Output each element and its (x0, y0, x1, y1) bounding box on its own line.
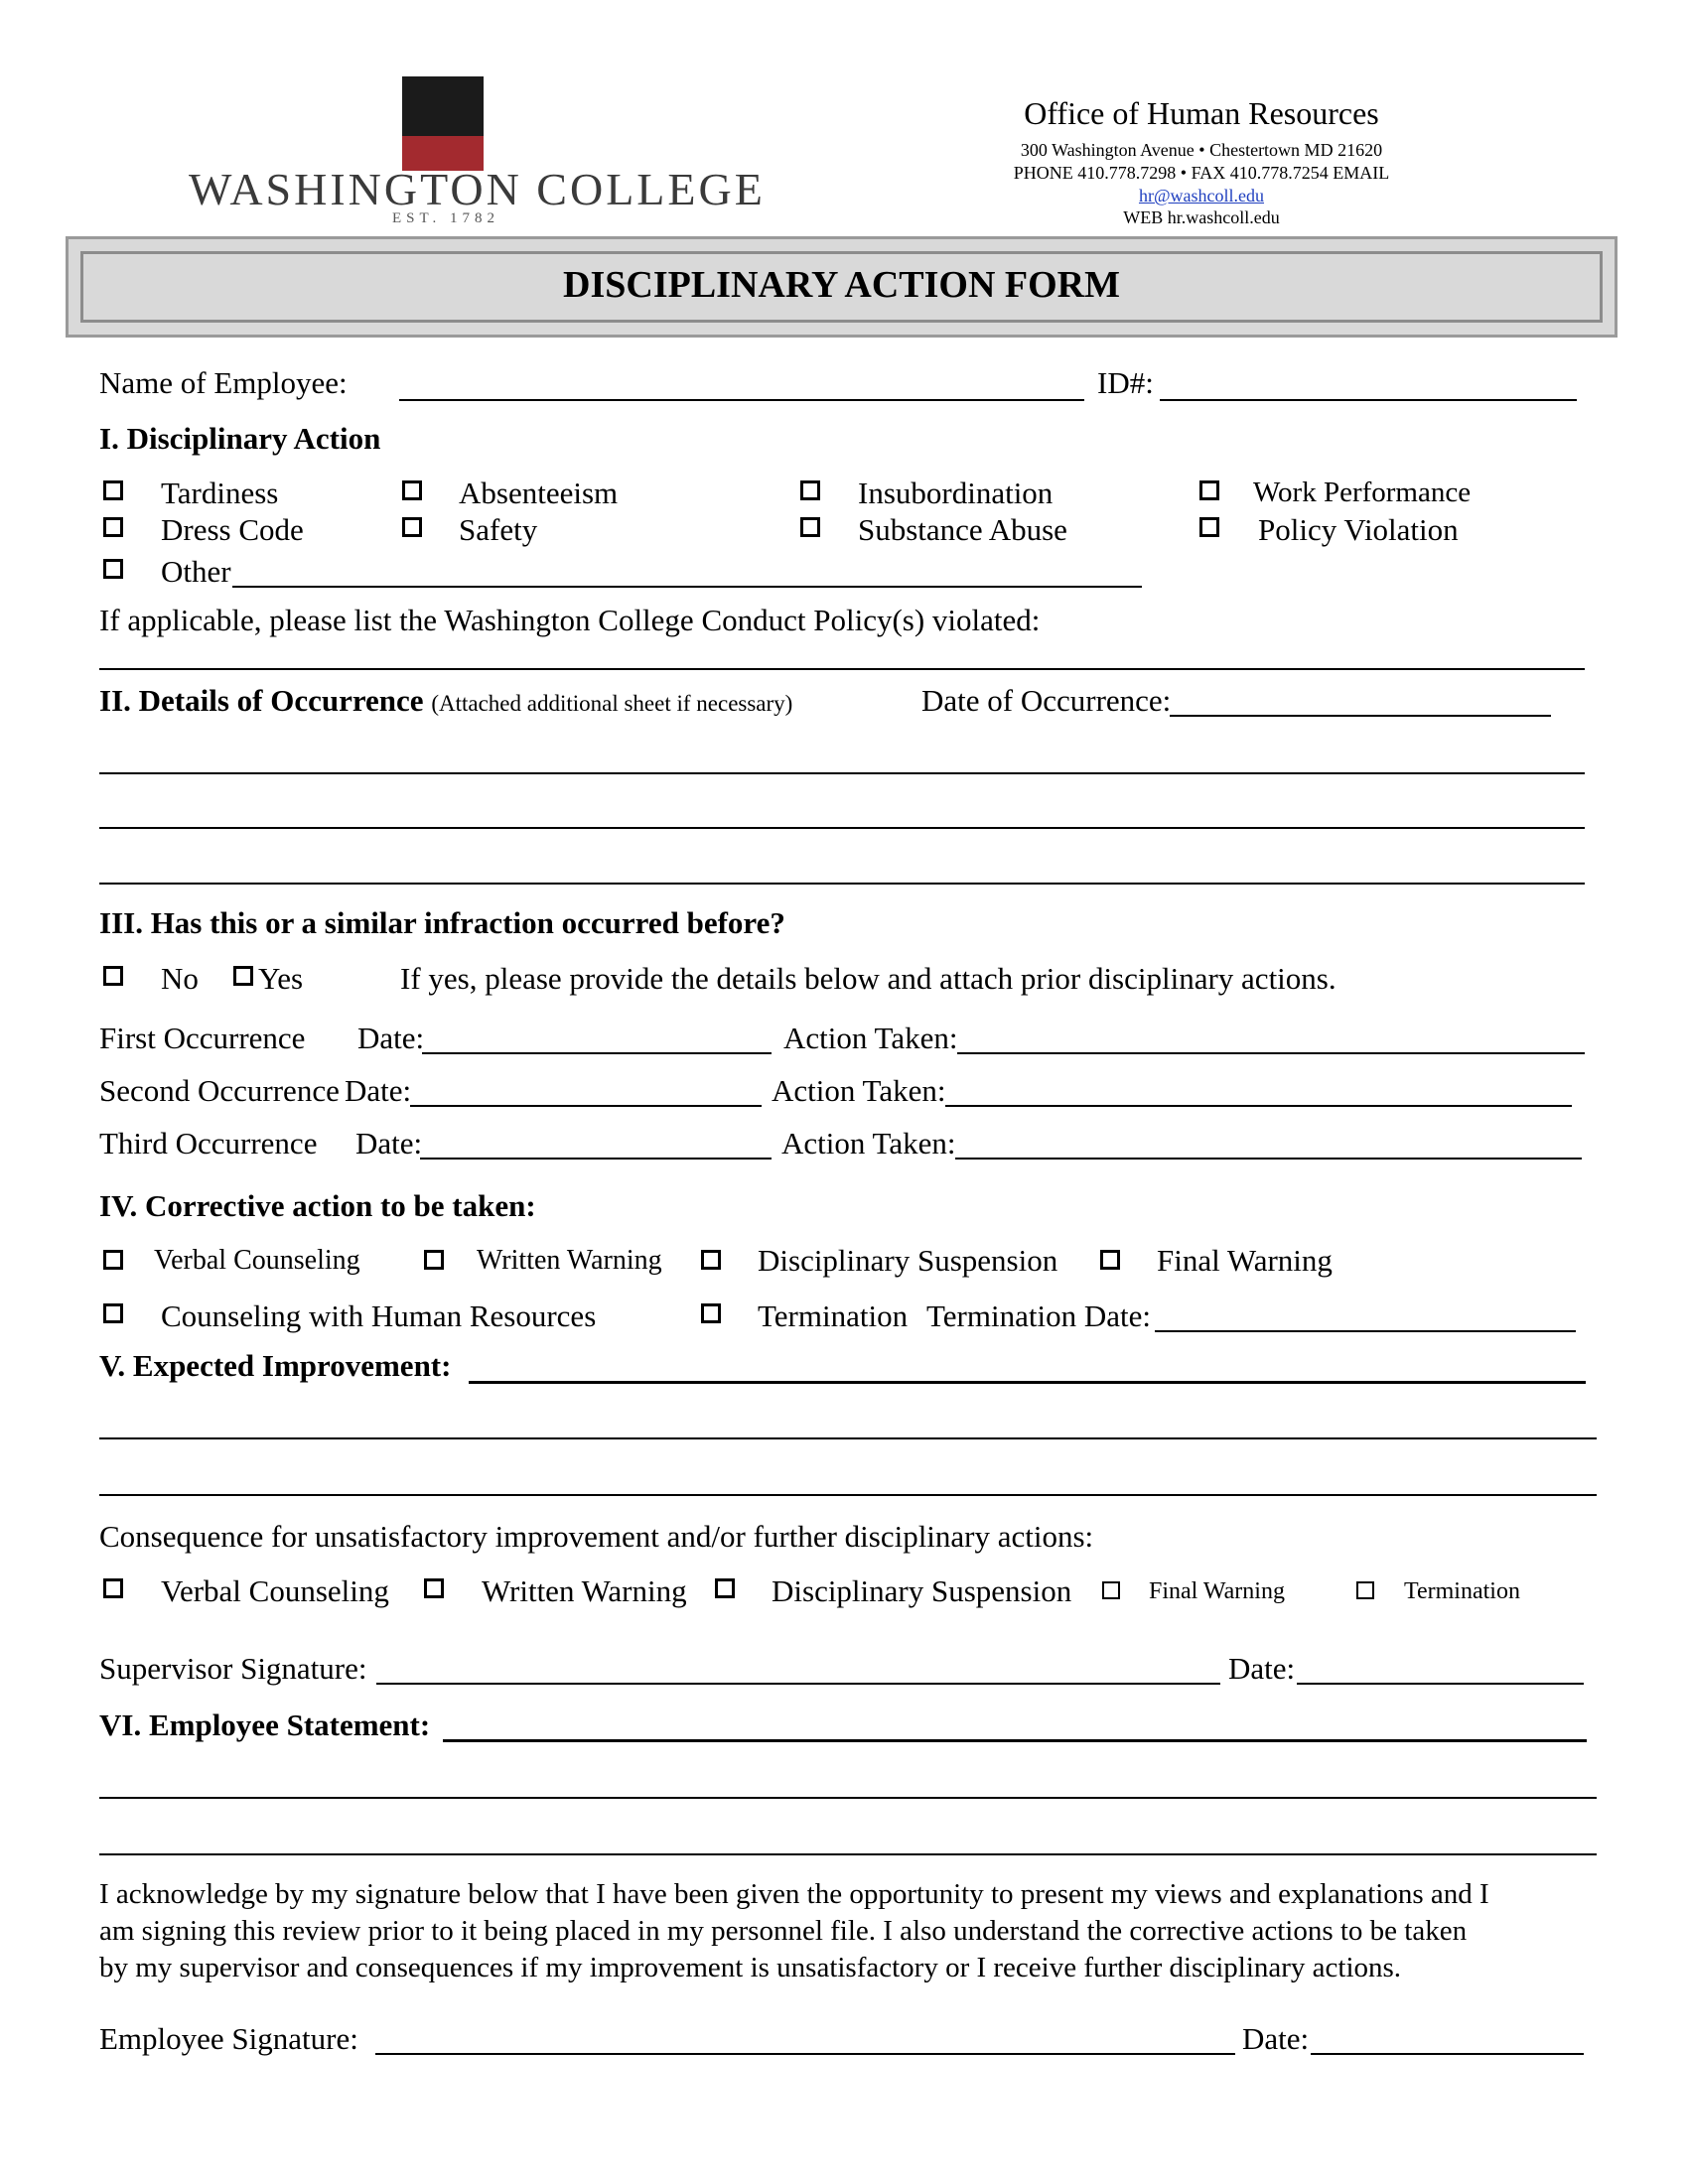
third-occurrence-action-field[interactable] (955, 1158, 1582, 1160)
absenteeism-checkbox[interactable] (402, 480, 422, 500)
disciplinary-suspension-label: Disciplinary Suspension (758, 1243, 1058, 1278)
second-occurrence-date-field[interactable] (410, 1105, 762, 1107)
final-warning-checkbox[interactable] (1100, 1250, 1120, 1270)
disciplinary-suspension-checkbox[interactable] (701, 1250, 721, 1270)
prior-no-checkbox[interactable] (103, 966, 123, 986)
counseling-hr-checkbox[interactable] (103, 1303, 123, 1323)
other-label: Other (161, 554, 231, 589)
acknowledgment-line-3: by my supervisor and consequences if my improvement is unsatisfactory or I receive further disciplinary actions. (99, 1952, 1402, 1983)
supervisor-signature-label: Supervisor Signature: (99, 1651, 367, 1686)
statement-line-1[interactable] (99, 1797, 1597, 1799)
substance-abuse-label: Substance Abuse (858, 512, 1067, 547)
college-logo-icon (402, 76, 484, 171)
details-line-1[interactable] (99, 772, 1585, 774)
termination-date-field[interactable] (1155, 1330, 1576, 1332)
college-logo-est: EST. 1782 (392, 210, 500, 226)
insubordination-checkbox[interactable] (800, 480, 820, 500)
prior-no-label: No (161, 961, 199, 996)
supervisor-signature-field[interactable] (376, 1683, 1220, 1685)
college-logo-text: WASHINGTON COLLEGE (189, 164, 766, 214)
supervisor-date-field[interactable] (1297, 1683, 1584, 1685)
second-occurrence-action-label: Action Taken: (772, 1073, 946, 1108)
details-line-2[interactable] (99, 827, 1585, 829)
second-occurrence-action-field[interactable] (945, 1105, 1572, 1107)
tardiness-label: Tardiness (161, 476, 279, 510)
employee-name-label: Name of Employee: (99, 365, 348, 400)
employee-name-field[interactable] (399, 399, 1084, 401)
written-warning-label: Written Warning (477, 1245, 662, 1276)
employee-id-field[interactable] (1160, 399, 1577, 401)
consequence-termination-checkbox[interactable] (1356, 1581, 1374, 1599)
third-occurrence-label: Third Occurrence (99, 1126, 318, 1160)
prior-yes-checkbox[interactable] (233, 966, 253, 986)
absenteeism-label: Absenteeism (459, 476, 619, 510)
consequence-suspension-checkbox[interactable] (715, 1578, 735, 1598)
dress-code-checkbox[interactable] (103, 517, 123, 537)
consequence-termination-label: Termination (1404, 1578, 1520, 1604)
prior-instruction: If yes, please provide the details below and attach prior disciplinary actions. (400, 961, 1336, 996)
verbal-counseling-checkbox[interactable] (103, 1250, 123, 1270)
consequence-prompt: Consequence for unsatisfactory improvement and/or further disciplinary actions: (99, 1519, 1094, 1554)
office-address: 300 Washington Avenue • Chestertown MD 21620 (1020, 140, 1383, 160)
improvement-line-1[interactable] (99, 1437, 1597, 1439)
termination-date-label: Termination Date: (926, 1298, 1151, 1333)
form-title-box (66, 236, 1618, 338)
employee-signature-label: Employee Signature: (99, 2021, 358, 2056)
improvement-line-2[interactable] (99, 1494, 1597, 1496)
policy-violated-field[interactable] (99, 668, 1585, 670)
acknowledgment-line-1: I acknowledge by my signature below that I have been given the opportunity to present my views and explanations and I (99, 1878, 1489, 1910)
office-email-link[interactable]: hr@washcoll.edu (1138, 186, 1265, 205)
employee-id-label: ID#: (1097, 365, 1154, 400)
consequence-written-warning-checkbox[interactable] (424, 1578, 444, 1598)
employee-statement-field[interactable] (443, 1739, 1587, 1742)
verbal-counseling-label: Verbal Counseling (154, 1245, 360, 1276)
work-performance-checkbox[interactable] (1199, 480, 1219, 500)
expected-improvement-field[interactable] (469, 1381, 1586, 1384)
safety-checkbox[interactable] (402, 517, 422, 537)
office-web: WEB hr.washcoll.edu (1123, 207, 1280, 227)
counseling-hr-label: Counseling with Human Resources (161, 1298, 597, 1333)
consequence-verbal-counseling-label: Verbal Counseling (161, 1573, 389, 1608)
other-field[interactable] (232, 586, 1142, 588)
section5-title: V. Expected Improvement: (99, 1348, 452, 1383)
insubordination-label: Insubordination (858, 476, 1054, 510)
employee-date-label: Date: (1242, 2021, 1310, 2056)
section2-title: II. Details of Occurrence (99, 683, 424, 718)
section3-title: III. Has this or a similar infraction occurred before? (99, 905, 785, 940)
section6-title: VI. Employee Statement: (99, 1707, 431, 1742)
safety-label: Safety (459, 512, 538, 547)
third-occurrence-action-label: Action Taken: (781, 1126, 956, 1160)
employee-signature-field[interactable] (375, 2053, 1235, 2055)
policy-violation-label: Policy Violation (1258, 512, 1459, 547)
form-title: DISCIPLINARY ACTION FORM (563, 264, 1120, 306)
consequence-suspension-label: Disciplinary Suspension (772, 1573, 1072, 1608)
dress-code-label: Dress Code (161, 512, 304, 547)
second-occurrence-label: Second Occurrence (99, 1073, 340, 1108)
section2-note: (Attached additional sheet if necessary) (431, 691, 793, 716)
first-occurrence-date-field[interactable] (422, 1052, 772, 1054)
first-occurrence-label: First Occurrence (99, 1021, 306, 1055)
other-checkbox[interactable] (103, 559, 123, 579)
consequence-verbal-counseling-checkbox[interactable] (103, 1578, 123, 1598)
policy-violation-checkbox[interactable] (1199, 517, 1219, 537)
termination-label: Termination (758, 1298, 909, 1333)
section1-title: I. Disciplinary Action (99, 421, 381, 456)
final-warning-label: Final Warning (1157, 1243, 1333, 1278)
statement-line-2[interactable] (99, 1853, 1597, 1855)
consequence-final-warning-checkbox[interactable] (1102, 1581, 1120, 1599)
written-warning-checkbox[interactable] (424, 1250, 444, 1270)
first-occurrence-action-field[interactable] (957, 1052, 1585, 1054)
office-phone-fax: PHONE 410.778.7298 • FAX 410.778.7254 EMAIL (1013, 163, 1390, 183)
consequence-written-warning-label: Written Warning (482, 1573, 687, 1608)
section4-title: IV. Corrective action to be taken: (99, 1188, 536, 1223)
occurrence-date-field[interactable] (1170, 715, 1551, 717)
third-occurrence-date-label: Date: (355, 1126, 423, 1160)
consequence-final-warning-label: Final Warning (1149, 1578, 1285, 1604)
substance-abuse-checkbox[interactable] (800, 517, 820, 537)
details-line-3[interactable] (99, 883, 1585, 885)
first-occurrence-date-label: Date: (357, 1021, 425, 1055)
policy-violated-prompt: If applicable, please list the Washington College Conduct Policy(s) violated: (99, 603, 1041, 637)
work-performance-label: Work Performance (1253, 477, 1472, 508)
first-occurrence-action-label: Action Taken: (783, 1021, 958, 1055)
prior-yes-label: Yes (258, 961, 304, 996)
section2-heading (99, 685, 792, 716)
third-occurrence-date-field[interactable] (420, 1158, 772, 1160)
occurrence-date-label: Date of Occurrence: (921, 683, 1172, 718)
termination-checkbox[interactable] (701, 1303, 721, 1323)
second-occurrence-date-label: Date: (345, 1073, 412, 1108)
employee-date-field[interactable] (1311, 2053, 1584, 2055)
acknowledgment-line-2: am signing this review prior to it being placed in my personnel file. I also understand the corrective actions to be taken (99, 1915, 1468, 1947)
supervisor-date-label: Date: (1228, 1651, 1296, 1686)
tardiness-checkbox[interactable] (103, 480, 123, 500)
office-title: Office of Human Resources (1024, 95, 1379, 131)
